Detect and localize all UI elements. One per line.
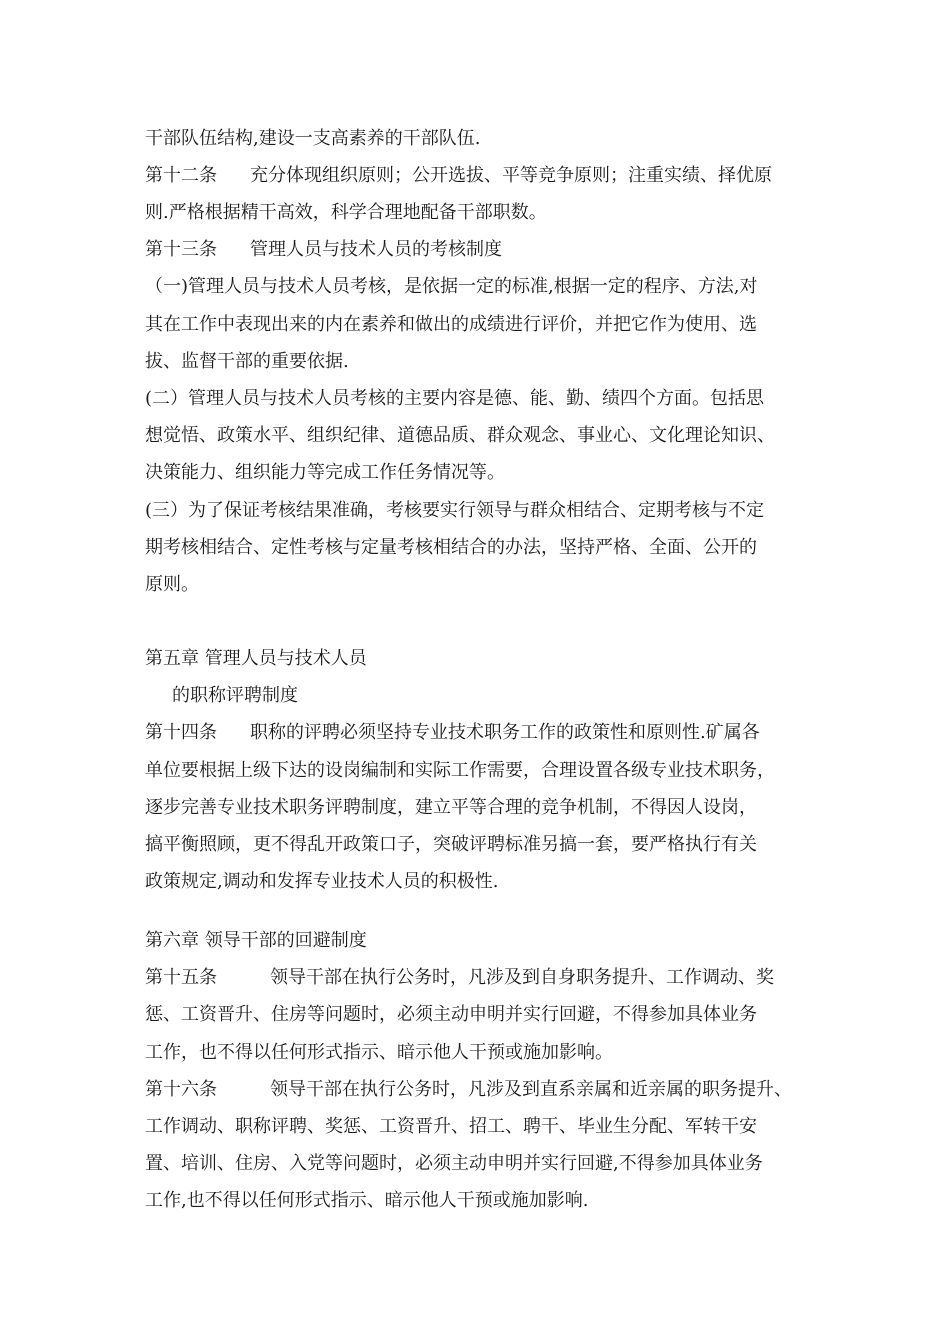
text-line: 拔、监督干部的重要依据. xyxy=(145,351,349,372)
chapter-5-heading-cont: 的职称评聘制度 xyxy=(172,685,298,706)
text-line: 其在工作中表现出来的内在素养和做出的成绩进行评价，并把它作为使用、选 xyxy=(145,314,757,335)
text-line: 决策能力、组织能力等完成工作任务情况等。 xyxy=(145,462,505,483)
text-line: 管理人员与技术人员的考核制度 xyxy=(250,239,502,260)
article-13-line xyxy=(145,235,502,265)
text-line: 工作调动、职称评聘、奖惩、工资晋升、招工、聘干、毕业生分配、军转干安 xyxy=(145,1116,757,1137)
text-line: 工作,也不得以任何形式指示、暗示他人干预或施加影响. xyxy=(145,1190,589,1211)
text-line: 干部队伍结构,建设一支高素养的干部队伍. xyxy=(145,128,481,149)
text-line: （一)管理人员与技术人员考核，是依据一定的标准,根据一定的程序、方法,对 xyxy=(145,276,758,297)
text-line: 惩、工资晋升、住房等问题时，必须主动申明并实行回避，不得参加具体业务 xyxy=(145,1004,757,1025)
text-line: 领导干部在执行公务时，凡涉及到自身职务提升、工作调动、奖 xyxy=(270,967,774,988)
article-16-label: 第十六条 xyxy=(145,1079,217,1100)
text-line: 工作，也不得以任何形式指示、暗示他人干预或施加影响。 xyxy=(145,1042,613,1063)
text-line: 想觉悟、政策水平、组织纪律、道德品质、群众观念、事业心、文化理论知识、 xyxy=(145,425,775,446)
article-15-label: 第十五条 xyxy=(145,967,217,988)
text-line: (二）管理人员与技术人员考核的主要内容是德、能、勤、绩四个方面。包括思 xyxy=(145,388,765,409)
text-line: (三）为了保证考核结果准确，考核要实行领导与群众相结合、定期考核与不定 xyxy=(145,500,765,521)
article-16-line xyxy=(145,1075,792,1105)
text-line: 置、培训、住房、入党等问题时，必须主动申明并实行回避,不得参加具体业务 xyxy=(145,1153,763,1174)
text-line: 单位要根据上级下达的设岗编制和实际工作需要，合理设置各级专业技术职务， xyxy=(145,760,775,781)
chapter-5-heading: 第五章 管理人员与技术人员 xyxy=(145,648,367,669)
article-12-line xyxy=(145,161,772,191)
article-14-line xyxy=(145,718,760,748)
text-line: 充分体现组织原则；公开选拔、平等竞争原则；注重实绩、择优原 xyxy=(250,165,772,186)
article-12-label: 第十二条 xyxy=(145,165,217,186)
text-line: 职称的评聘必须坚持专业技术职务工作的政策性和原则性.矿属各 xyxy=(250,722,760,743)
text-line: 逐步完善专业技术职务评聘制度，建立平等合理的竞争机制，不得因人设岗， xyxy=(145,797,757,818)
text-line: 期考核相结合、定性考核与定量考核相结合的办法，坚持严格、全面、公开的 xyxy=(145,537,757,558)
text-line: 原则。 xyxy=(145,574,199,595)
chapter-6-heading: 第六章 领导干部的回避制度 xyxy=(145,930,367,951)
text-line: 则.严格根据精干高效，科学合理地配备干部职数。 xyxy=(145,202,547,223)
text-line: 政策规定,调动和发挥专业技术人员的积极性. xyxy=(145,871,499,892)
article-15-line xyxy=(145,963,774,993)
text-line: 搞平衡照顾，更不得乱开政策口子，突破评聘标准另搞一套，要严格执行有关 xyxy=(145,834,757,855)
article-13-label: 第十三条 xyxy=(145,239,217,260)
text-line: 领导干部在执行公务时，凡涉及到直系亲属和近亲属的职务提升、 xyxy=(270,1079,792,1100)
article-14-label: 第十四条 xyxy=(145,722,217,743)
